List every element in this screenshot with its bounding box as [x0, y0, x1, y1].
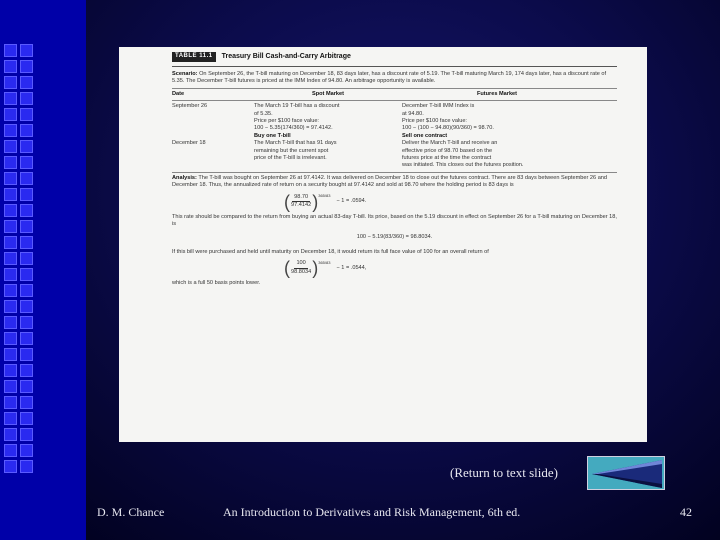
decor-square	[4, 396, 17, 409]
spot-line: of 5.35.	[254, 110, 273, 117]
scenario-paragraph	[172, 71, 617, 86]
table-row	[172, 103, 617, 140]
return-to-text-link[interactable]: (Return to text slide)	[450, 465, 558, 480]
decor-square	[20, 156, 33, 169]
decor-square	[4, 412, 17, 425]
footer-author: D. M. Chance	[97, 505, 165, 519]
decor-square	[20, 396, 33, 409]
decor-square	[20, 76, 33, 89]
decor-square	[20, 108, 33, 121]
eq3-denominator: 98.8034	[291, 268, 312, 275]
decor-square	[4, 364, 17, 377]
decor-square	[4, 108, 17, 121]
decor-square	[20, 140, 33, 153]
equation-1: ( $\frac{98.70}{97.4142}$ ) 365/83 − 1 = .0594.	[284, 191, 367, 212]
futures-line: Deliver the March T-bill and receive an	[402, 140, 498, 147]
decor-square	[20, 172, 33, 185]
eq3-result: − 1 = .0544,	[336, 264, 367, 271]
decor-square	[4, 92, 17, 105]
decor-square	[20, 284, 33, 297]
table-image	[119, 47, 647, 442]
decor-square	[4, 348, 17, 361]
eq3-numerator: 100	[294, 260, 307, 268]
decor-square	[20, 236, 33, 249]
hold-paragraph: If this bill were purchased and held until maturity on December 18, it would return its full face value of 100 for an overall return of	[172, 248, 489, 255]
column-headers	[172, 91, 617, 98]
decor-square	[4, 76, 17, 89]
decor-square	[4, 444, 17, 457]
col-date: Date	[172, 90, 185, 97]
decor-square	[4, 460, 17, 473]
decor-square	[20, 204, 33, 217]
spot-line: The March 19 T-bill has a discount	[254, 103, 340, 110]
decor-square	[4, 60, 17, 73]
decor-square	[20, 316, 33, 329]
decor-square	[4, 380, 17, 393]
scenario-text: On September 26, the T-bill maturing on December 18, 83 days later, has a discount rate of 5.19. The T-bill maturing March 19, 174 days later, has a discount rate of 5.35. The December T-bill futures is priced at the IMM Index of 94.80. An arbitrage opportunity is available.	[172, 71, 607, 85]
spot-line: The March T-bill that has 91 days	[254, 140, 337, 147]
decor-square	[4, 188, 17, 201]
decor-square	[20, 124, 33, 137]
decor-square	[4, 252, 17, 265]
analysis-paragraph	[172, 175, 617, 190]
decor-square	[20, 252, 33, 265]
futures-line: at 94.80.	[402, 110, 424, 117]
decor-square	[4, 332, 17, 345]
back-arrow-icon	[588, 457, 666, 491]
decor-square	[20, 428, 33, 441]
compare-paragraph: This rate should be compared to the return from buying an actual 83-day T-bill. Its price, based on the 5.19 discount in effect on September 26 for a T-bill maturing on December 18, is	[172, 213, 617, 228]
page-number: 42	[680, 505, 692, 519]
decor-square	[4, 140, 17, 153]
equation-2: 100 − 5.19(83/360) = 98.8034.	[356, 233, 433, 240]
row-spot	[254, 140, 402, 170]
decor-square	[20, 348, 33, 361]
decor-square	[20, 44, 33, 57]
decor-square	[20, 268, 33, 281]
decor-square	[4, 156, 17, 169]
back-button[interactable]	[587, 456, 665, 490]
decor-square	[4, 268, 17, 281]
futures-line: Price per $100 face value:	[402, 118, 467, 125]
decor-square	[20, 92, 33, 105]
decor-square	[20, 220, 33, 233]
row-spot	[254, 103, 402, 140]
table-row	[172, 140, 617, 170]
equation-3: ( $\frac{100}{98.8034}$ ) 365/83 − 1 = .0544,	[284, 258, 367, 279]
row-futures	[402, 103, 592, 140]
decor-square	[20, 188, 33, 201]
futures-line: effective price of 98.70 based on the	[402, 147, 493, 154]
decor-square	[4, 316, 17, 329]
decor-square	[20, 332, 33, 345]
spot-head: Buy one T-bill	[254, 132, 291, 139]
table-label: TABLE 11.1	[172, 52, 216, 61]
decor-square	[4, 44, 17, 57]
decor-square	[20, 300, 33, 313]
spot-line: 100 − 5.35(174/360) = 97.4142.	[254, 125, 333, 132]
closing-line: which is a full 50 basis points lower.	[172, 280, 261, 287]
decor-square	[4, 124, 17, 137]
futures-line: 100 − (100 − 94.80)(90/360) = 98.70.	[402, 125, 494, 132]
col-spot: Spot Market	[311, 90, 344, 97]
decor-square	[4, 428, 17, 441]
decor-square	[20, 60, 33, 73]
decor-square	[20, 380, 33, 393]
eq1-denominator: 97.4142	[291, 202, 312, 209]
decor-square	[4, 172, 17, 185]
decor-square	[4, 220, 17, 233]
decor-square	[4, 204, 17, 217]
analysis-text: The T-bill was bought on September 26 at 97.4142. It was delivered on December 18 to close out the futures contract. There are 83 days between September 26 and December 18. Thus, the annualized rate of return on a security bought at 97.4142 and sold at 98.70 where the holding period is 83 days is	[172, 174, 608, 189]
scenario-label: Scenario:	[172, 71, 198, 77]
decor-square	[20, 364, 33, 377]
eq1-numerator: 98.70	[292, 194, 310, 202]
eq3-exponent: 365/83	[318, 259, 331, 265]
futures-head: Sell one contract	[402, 132, 448, 139]
futures-line: December T-bill IMM Index is	[402, 103, 475, 110]
col-futures: Futures Market	[476, 90, 518, 97]
eq1-result: − 1 = .0594.	[336, 197, 367, 204]
decor-square	[4, 300, 17, 313]
spot-line: Price per $100 face value:	[254, 118, 319, 125]
eq1-exponent: 365/83	[318, 192, 331, 198]
row-date: December 18	[172, 140, 206, 147]
spot-line: remaining but the current spot	[254, 147, 329, 154]
row-date: September 26	[172, 103, 208, 110]
analysis-label: Analysis:	[172, 174, 197, 181]
table-header	[172, 51, 617, 63]
futures-line: futures price at the time the contract	[402, 155, 492, 162]
spot-line: price of the T-bill is irrelevant.	[254, 155, 327, 162]
futures-line: was initiated. This closes out the futures position.	[402, 162, 524, 169]
decor-square	[4, 284, 17, 297]
decor-square	[20, 444, 33, 457]
decor-square	[20, 460, 33, 473]
table-title: Treasury Bill Cash-and-Carry Arbitrage	[221, 53, 351, 61]
row-futures	[402, 140, 592, 170]
decor-square	[4, 236, 17, 249]
decor-square	[20, 412, 33, 425]
footer-book-title: An Introduction to Derivatives and Risk Management, 6th ed.	[223, 505, 521, 519]
